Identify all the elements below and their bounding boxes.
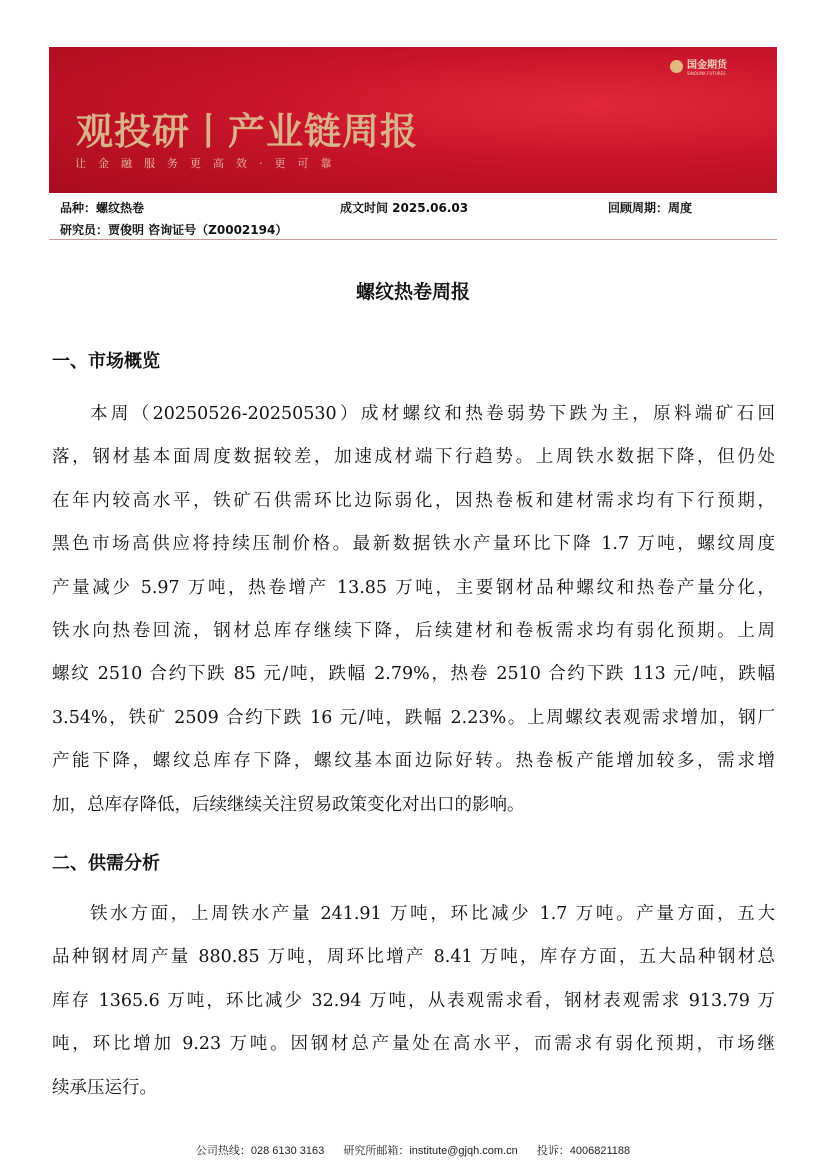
paragraph-line: 3.54%，铁矿 2509 合约下跌 16 元/吨，跌幅 2.23%。上周螺纹表观需求增加，钢厂 bbox=[52, 707, 775, 728]
meta-cycle: 回顾周期：周度 bbox=[608, 201, 693, 215]
paragraph-line: 铁水方面，上周铁水产量 241.91 万吨，环比减少 1.7 万吨。产量方面，五大 bbox=[90, 904, 775, 924]
document-title: 螺纹热卷周报 bbox=[355, 281, 470, 303]
paragraph-line: 黑色市场高供应将持续压制价格。最新数据铁水产量环比下降 1.7 万吨，螺纹周度 bbox=[52, 534, 775, 555]
paragraph-line: 库存 1365.6 万吨，环比减少 32.94 万吨，从表观需求看，钢材表观需求 913.79 万 bbox=[52, 990, 775, 1011]
footer-email[interactable]: 研究所邮箱：institute@gjqh.com.cn bbox=[343, 1145, 518, 1157]
market-overview-paragraph bbox=[52, 393, 775, 827]
paragraph-line: 吨，环比增加 9.23 万吨。因钢材总产量处在高水平，而需求有弱化预期，市场继 bbox=[52, 1034, 775, 1055]
paragraph-line: 续承压运行。 bbox=[52, 1077, 157, 1098]
meta-analyst: 研究员：贾俊明 咨询证号（Z0002194） bbox=[60, 223, 288, 237]
paragraph-line: 在年内较高水平，铁矿石供需环比边际弱化，因热卷板和建材需求均有下行预期， bbox=[52, 490, 775, 511]
banner-slogan: 让金融服务更高效·更可靠 bbox=[75, 157, 344, 170]
paragraph-line: 铁水向热卷回流，钢材总库存继续下降，后续建材和卷板需求均有弱化预期。上周 bbox=[52, 620, 775, 641]
paragraph-line: 落，钢材基本面周度数据较差，加速成材端下行趋势。上周铁水数据下降，但仍处 bbox=[52, 447, 775, 468]
logo-mark-icon bbox=[670, 60, 683, 73]
page-footer bbox=[0, 1142, 826, 1158]
paragraph-line: 加，总库存降低，后续继续关注贸易政策变化对出口的影响。 bbox=[52, 794, 525, 815]
supply-demand-paragraph bbox=[52, 893, 775, 1110]
paragraph-line: 产能下降，螺纹总库存下降，螺纹基本面边际好转。热卷板产能增加较多，需求增 bbox=[52, 751, 775, 772]
header-divider bbox=[49, 239, 777, 240]
footer-hotline: 公司热线：028 6130 3163 bbox=[195, 1145, 325, 1157]
banner-title: 观投研丨产业链周报 bbox=[76, 110, 418, 153]
footer-complaint: 投诉：4006821188 bbox=[536, 1145, 631, 1157]
logo-en: SINOLINK FUTURES bbox=[687, 71, 726, 76]
paragraph-line: 产量减少 5.97 万吨，热卷增产 13.85 万吨，主要钢材品种螺纹和热卷产量分化， bbox=[52, 577, 775, 598]
meta-date: 成文时间 2025.06.03 bbox=[340, 201, 469, 215]
report-banner bbox=[49, 47, 777, 193]
company-logo bbox=[670, 56, 727, 76]
logo-name: 国金期货 bbox=[687, 60, 727, 71]
section-heading-market: 一、市场概览 bbox=[52, 351, 160, 372]
paragraph-line: 螺纹 2510 合约下跌 85 元/吨，跌幅 2.79%，热卷 2510 合约下跌 113 元/吨，跌幅 bbox=[52, 664, 775, 685]
paragraph-line: 本周（20250526-20250530）成材螺纹和热卷弱势下跌为主，原料端矿石回 bbox=[90, 404, 775, 424]
section-heading-supply-demand: 二、供需分析 bbox=[52, 853, 160, 874]
meta-variety: 品种：螺纹热卷 bbox=[60, 201, 145, 215]
paragraph-line: 品种钢材周产量 880.85 万吨，周环比增产 8.41 万吨，库存方面，五大品种钢材总 bbox=[52, 947, 775, 968]
